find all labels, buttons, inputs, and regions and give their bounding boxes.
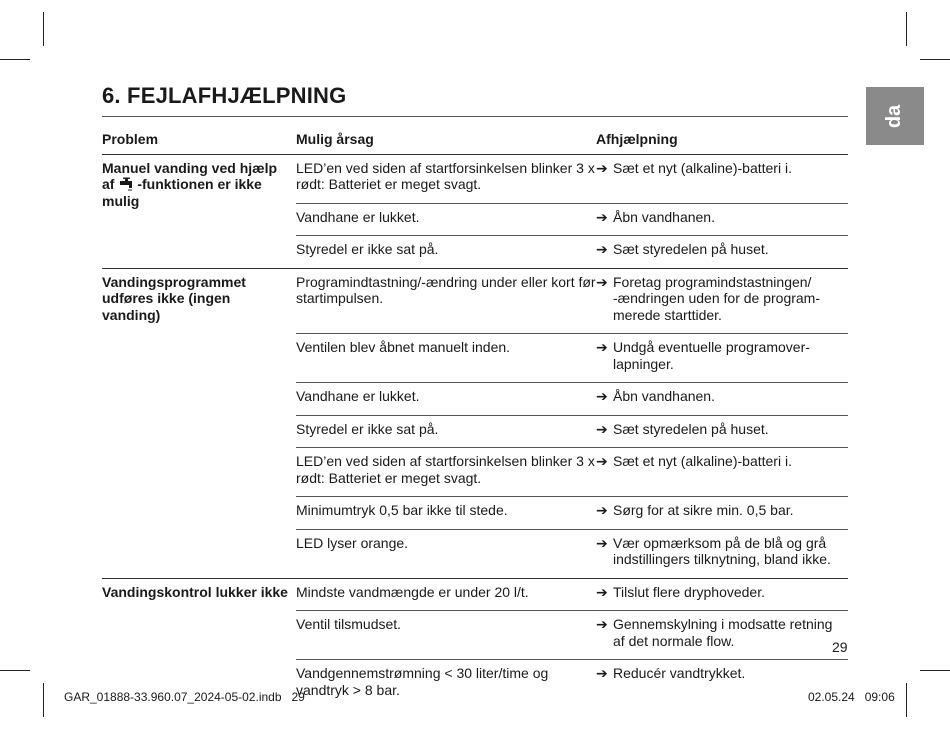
table-header-row [102,127,848,154]
cause-cell: Programindtastning/-ændring under eller kort før startimpulsen. [296,268,596,334]
crop-mark [0,670,30,671]
remedy-cell: ➔ Åbn vandhanen. [596,383,848,416]
remedy-cell: ➔ Åbn vandhanen. [596,203,848,236]
cause-cell: Styredel er ikke sat på. [296,415,596,448]
column-header-problem: Problem [102,127,296,154]
language-tab-label: da [883,104,906,128]
arrow-icon: ➔ [596,241,608,257]
cause-cell: Vandhane er lukket. [296,383,596,416]
cause-cell: LED lyser orange. [296,529,596,578]
arrow-icon: ➔ [596,665,608,681]
remedy-cell: ➔ Sæt et nyt (alkaline)-batteri i. [596,448,848,497]
crop-mark [43,12,44,46]
cause-cell: LED’en ved siden af startforsinkelsen blinker 3 x rødt: Batteriet er meget svagt. [296,448,596,497]
crop-mark [920,670,950,671]
cause-cell: Minimumtryk 0,5 bar ikke til stede. [296,497,596,530]
problem-text: Manuel vanding ved hjælp af [102,159,278,192]
table-row [102,578,848,611]
cause-cell: Ventil tilsmudset. [296,611,596,660]
crop-mark [920,59,950,60]
cause-cell: Styredel er ikke sat på. [296,236,596,269]
remedy-cell: ➔ Undgå eventuelle programover-lapninger. [596,334,848,383]
arrow-icon: ➔ [596,453,608,469]
column-header-remedy: Afhjælpning [596,127,848,154]
table-row [102,154,848,203]
arrow-icon: ➔ [596,273,608,290]
arrow-icon: ➔ [596,583,608,600]
remedy-cell: ➔ Sørg for at sikre min. 0,5 bar. [596,497,848,530]
crop-mark [43,683,44,717]
remedy-cell: ➔ Sæt styredelen på huset. [596,415,848,448]
remedy-cell: ➔ Gennemskylning i modsatte retning af det normale flow. [596,611,848,660]
page-title: 6. FEJLAFHJÆLPNING [102,83,347,108]
arrow-icon: ➔ [596,159,608,176]
remedy-cell: ➔ Vær opmærksom på de blå og grå indstillingers tilknytning, bland ikke. [596,529,848,578]
arrow-icon: ➔ [596,388,608,404]
cause-cell: Ventilen blev åbnet manuelt inden. [296,334,596,383]
arrow-icon: ➔ [596,339,608,355]
remedy-cell: ➔ Reducér vandtrykket. [596,665,746,681]
title-divider [102,116,848,117]
table-row [102,268,848,334]
arrow-icon: ➔ [596,208,608,225]
arrow-icon: ➔ [596,534,608,551]
troubleshooting-table [102,127,848,708]
crop-mark [0,59,30,60]
problem-cell: Vandingsprogrammet udføres ikke (ingen vanding) [102,268,296,578]
remedy-cell: ➔ Sæt styredelen på huset. [596,236,848,269]
cause-cell: Mindste vandmængde er under 20 l/t. [296,578,596,611]
footer-datetime: 02.05.24 09:06 [808,690,895,704]
arrow-icon: ➔ [596,616,608,632]
problem-cell [102,154,296,268]
column-header-cause: Mulig årsag [296,127,596,154]
tap-icon [119,177,136,192]
problem-cell: Vandingskontrol lukker ikke [102,583,288,600]
remedy-cell: ➔ Foretag programindstastningen/ -ændringen uden for de program-merede starttider. [596,268,848,334]
crop-mark [906,683,907,717]
arrow-icon: ➔ [596,502,608,518]
cause-cell: Vandgennemstrømning < 30 liter/time og vandtryk > 8 bar. [296,665,549,698]
problem-text: -funktionen er ikke mulig [102,176,262,209]
arrow-icon: ➔ [596,420,608,437]
cause-cell: Vandhane er lukket. [296,203,596,236]
remedy-cell: ➔ Tilslut flere dryphoveder. [596,578,848,611]
page-number: 29 [832,639,848,655]
cause-cell: LED’en ved siden af startforsinkelsen blinker 3 x rødt: Batteriet er meget svagt. [296,154,596,203]
remedy-cell: ➔ Sæt et nyt (alkaline)-batteri i. [596,154,848,203]
footer-file-info: GAR_01888-33.960.07_2024-05-02.indb 29 [64,690,305,704]
crop-mark [906,12,907,46]
language-tab [866,87,924,145]
